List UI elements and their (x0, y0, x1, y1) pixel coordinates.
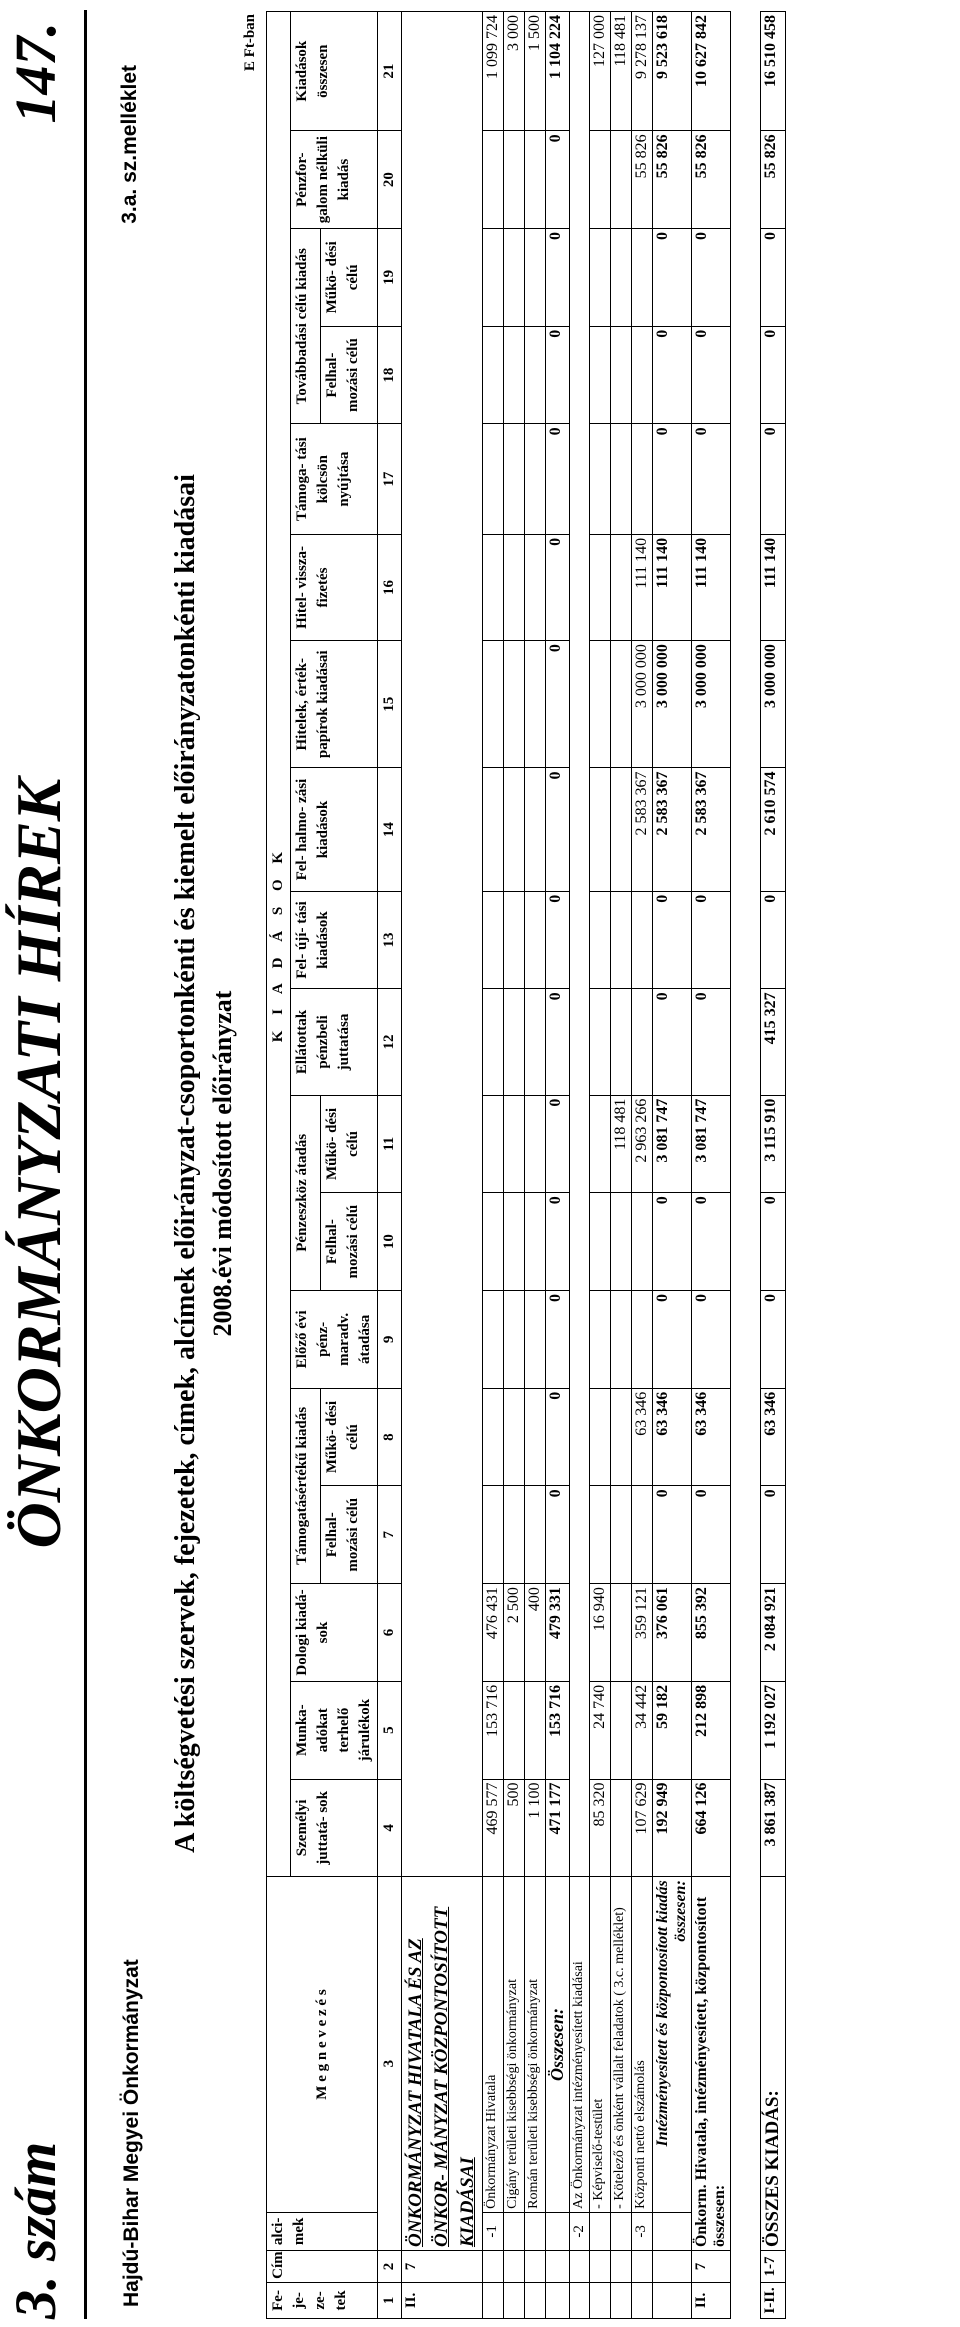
sum-label: Intézményesített és központosított kiadás összesen: (653, 1877, 692, 2213)
cell: 192 949 (653, 1779, 692, 1877)
cell: 16 510 458 (761, 12, 786, 131)
cell (590, 989, 611, 1095)
cell: 3 081 747 (692, 1095, 731, 1193)
cell (632, 1486, 653, 1584)
cell (590, 2282, 611, 2318)
cell: 111 140 (653, 534, 692, 640)
cell: 1 100 (525, 1779, 546, 1877)
document-title: A költségvetési szervek, fejezetek, címek, alcímek előirányzat-csoportonkénti és kiemelt előirányzatonkénti kiadásai (170, 474, 201, 1853)
cell: 0 (546, 1291, 570, 1389)
total-fej: I-II. (761, 2282, 786, 2318)
cell (590, 534, 611, 640)
unit-label: E Ft-ban (242, 14, 258, 72)
cell: 376 061 (653, 1584, 692, 1682)
table-row (632, 12, 653, 2319)
cell: 0 (653, 1193, 692, 1291)
colnum: 18 (378, 326, 402, 424)
cell: -1 (483, 2212, 504, 2250)
cell: 0 (761, 424, 786, 534)
cell (611, 1291, 632, 1389)
cell: 2 583 367 (632, 768, 653, 891)
col-dologi: Dologi kiadá- sok (291, 1584, 378, 1682)
cell (504, 989, 525, 1095)
cell (504, 131, 525, 229)
document-subtitle: 2008.évi módosított előirányzat (208, 990, 237, 1337)
cell: 2 500 (504, 1584, 525, 1682)
cell (483, 2251, 504, 2283)
cell (632, 989, 653, 1095)
col-tam-mukodesi: Műkö- dési célú (321, 1388, 378, 1486)
expenditure-table (266, 11, 786, 2319)
cell: 0 (653, 989, 692, 1095)
cell (525, 424, 546, 534)
cell (590, 1095, 611, 1193)
colnum: 12 (378, 989, 402, 1095)
cell (611, 768, 632, 891)
col-pe-mukodesi: Műkö- dési célú (321, 1095, 378, 1193)
cell: 1 500 (525, 12, 546, 131)
cell: 111 140 (692, 534, 731, 640)
cell: 1 192 027 (761, 1681, 786, 1779)
colnum: 4 (378, 1779, 402, 1877)
sum-row-intezmenyesitett (653, 12, 692, 2319)
cell (504, 1486, 525, 1584)
cell (483, 326, 504, 424)
masthead-rule (84, 10, 87, 2319)
row-name: Önkormányzat Hivatala (483, 1877, 504, 2213)
sub2-label: Az Önkormányzat intézményesített kiadásai (570, 1877, 590, 2213)
cell: 0 (546, 1388, 570, 1486)
col-fejezet: Fe- je- ze- tek (267, 2282, 378, 2318)
cell: 212 898 (692, 1681, 731, 1779)
cell: 85 320 (590, 1779, 611, 1877)
cell (504, 424, 525, 534)
cell (525, 1095, 546, 1193)
cell (632, 424, 653, 534)
colnum: 9 (378, 1291, 402, 1389)
cell (590, 1388, 611, 1486)
cell: 2 583 367 (653, 768, 692, 891)
cell: 2 583 367 (692, 768, 731, 891)
cell: 55 826 (692, 131, 731, 229)
cell: 9 523 618 (653, 12, 692, 131)
publication-title: ÖNKORMÁNYZATI HÍREK (3, 778, 74, 1549)
cell (525, 768, 546, 891)
cell: 0 (653, 1486, 692, 1584)
cell (483, 768, 504, 891)
cell: 3 000 000 (761, 641, 786, 768)
colnum: 13 (378, 891, 402, 989)
cell: 118 481 (611, 12, 632, 131)
section-title: ÖNKORMÁNYZAT HIVATALA ÉS AZ ÖNKOR- MÁNYZAT KÖZPONTOSÍTOTT KIADÁSAI (402, 1877, 483, 2251)
total-cim: 1-7 (761, 2251, 786, 2283)
cell (525, 1681, 546, 1779)
cell (611, 1779, 632, 1877)
cell: 9 278 137 (632, 12, 653, 131)
cell (483, 131, 504, 229)
cell (525, 1193, 546, 1291)
cell (590, 2212, 611, 2250)
cell: 63 346 (632, 1388, 653, 1486)
col-tam-felhal: Felhal- mozási célú (321, 1486, 378, 1584)
cell: 55 826 (761, 131, 786, 229)
colnum: 20 (378, 131, 402, 229)
cell (611, 1388, 632, 1486)
colnum: 16 (378, 534, 402, 640)
cell (525, 2212, 546, 2250)
cell: 3 000 000 (692, 641, 731, 768)
cell: 34 442 (632, 1681, 653, 1779)
colnum: 15 (378, 641, 402, 768)
cell: 0 (546, 891, 570, 989)
sum-row-osszesen (546, 12, 570, 2319)
cell (611, 641, 632, 768)
cell: 10 627 842 (692, 12, 731, 131)
cell (590, 1486, 611, 1584)
col-felhalmozasi: Fel- halmo- zási kiadások (291, 768, 378, 891)
sum3-cim: 7 (692, 2251, 731, 2283)
cell (483, 2282, 504, 2318)
cell: 400 (525, 1584, 546, 1682)
table-row (525, 12, 546, 2319)
col-szemelyi: Személyi juttatá- sok (291, 1779, 378, 1877)
row-name: - Képviselő-testület (590, 1877, 611, 2213)
cell (504, 2251, 525, 2283)
cell (525, 989, 546, 1095)
grand-total-row (761, 12, 786, 2319)
col-elozo: Előző évi pénz- maradv. átadása (291, 1291, 378, 1389)
cell: 107 629 (632, 1779, 653, 1877)
table-row (590, 12, 611, 2319)
cell: 153 716 (546, 1681, 570, 1779)
row-name: Román területi kisebbségi önkormányzat (525, 1877, 546, 2213)
cell (590, 229, 611, 327)
col-kiadasok: Kiadások összesen (291, 12, 378, 131)
cell: 0 (761, 891, 786, 989)
cell: 0 (546, 989, 570, 1095)
cell: 24 740 (590, 1681, 611, 1779)
cell (590, 326, 611, 424)
cell: 153 716 (483, 1681, 504, 1779)
total-label: ÖSSZES KIADÁS: (761, 1877, 786, 2251)
sub2-alcim: -2 (570, 2212, 590, 2250)
col-tamogatasi-kolcson: Támoga- tási kölcsön nyújtása (291, 424, 378, 534)
cell: 63 346 (692, 1388, 731, 1486)
sub2-header-row (570, 12, 590, 2319)
cell: 0 (546, 641, 570, 768)
cell: 0 (761, 326, 786, 424)
cell: 0 (692, 1193, 731, 1291)
colnum: 21 (378, 12, 402, 131)
cell: 0 (546, 768, 570, 891)
cell (483, 1095, 504, 1193)
cell: 476 431 (483, 1584, 504, 1682)
cell (590, 2251, 611, 2283)
col-penzeszkoz: Pénzeszköz átadás (291, 1095, 321, 1290)
cell (504, 2282, 525, 2318)
cell (632, 1193, 653, 1291)
cell (504, 891, 525, 989)
cell: 0 (653, 229, 692, 327)
cell (632, 1291, 653, 1389)
cell: 111 140 (761, 534, 786, 640)
colnum: 3 (378, 1877, 402, 2251)
cell: 0 (692, 424, 731, 534)
cell (504, 2212, 525, 2250)
cell (611, 1681, 632, 1779)
cell: 55 826 (632, 131, 653, 229)
col-tovabbadasi: Továbbadási célú kiadás (291, 229, 321, 424)
cell (504, 534, 525, 640)
col-hitelek: Hitelek, érték- papírok kiadásai (291, 641, 378, 768)
cell: 2 610 574 (761, 768, 786, 891)
cell: 118 481 (611, 1095, 632, 1193)
cell: 0 (761, 1193, 786, 1291)
cell (632, 2251, 653, 2283)
column-number-row (378, 12, 402, 2319)
cell: 0 (692, 1486, 731, 1584)
cell: 0 (653, 326, 692, 424)
cell (611, 891, 632, 989)
cell: 111 140 (632, 534, 653, 640)
cell: 500 (504, 1779, 525, 1877)
table-row (504, 12, 525, 2319)
header-row-1 (267, 12, 291, 2319)
cell: 0 (546, 534, 570, 640)
cell: 479 331 (546, 1584, 570, 1682)
cell: 2 963 266 (632, 1095, 653, 1193)
cell (525, 641, 546, 768)
col-ellatottak: Ellátottak pénzbeli juttatása (291, 989, 378, 1095)
cell: 0 (692, 326, 731, 424)
col-tov-felhal: Felhal- mozási célú (321, 326, 378, 424)
cell (611, 1193, 632, 1291)
cell: 63 346 (653, 1388, 692, 1486)
cell (525, 229, 546, 327)
cell: 359 121 (632, 1584, 653, 1682)
cell: 0 (653, 1291, 692, 1389)
section-fej: II. (402, 2282, 483, 2318)
cell (525, 131, 546, 229)
cell (483, 641, 504, 768)
cell (504, 768, 525, 891)
cell (483, 1291, 504, 1389)
cell (483, 534, 504, 640)
cell (483, 424, 504, 534)
table-row (611, 12, 632, 2319)
annex-label: 3.a. sz.melléklet (118, 65, 141, 224)
row-name: Cigány területi kisebbségi önkormányzat (504, 1877, 525, 2213)
table-row (483, 12, 504, 2319)
sum3-fej: II. (692, 2282, 731, 2318)
cell: 0 (761, 1486, 786, 1584)
issue-number: 3. szám (3, 2141, 68, 2319)
cell: 0 (653, 424, 692, 534)
cell: 0 (546, 1193, 570, 1291)
col-felujitasi: Fel- újí- tási kiadások (291, 891, 378, 989)
col-alcim: alci- mek (267, 2212, 378, 2250)
cell (504, 1388, 525, 1486)
cell: 664 126 (692, 1779, 731, 1877)
cell: 59 182 (653, 1681, 692, 1779)
col-munkaado: Munka- adókat terhelő járulékok (291, 1681, 378, 1779)
cell: 16 940 (590, 1584, 611, 1682)
col-megnevezes: M e g n e v e z é s (267, 1877, 378, 2213)
spacer-row (731, 12, 761, 2319)
col-penzforgalom: Pénzfor- galom nélküli kiadás (291, 131, 378, 229)
cell (483, 989, 504, 1095)
cell: 0 (761, 1291, 786, 1389)
cell (632, 229, 653, 327)
cell: 63 346 (761, 1388, 786, 1486)
cell: 0 (653, 891, 692, 989)
cell (632, 2282, 653, 2318)
cell: 0 (692, 891, 731, 989)
colnum: 14 (378, 768, 402, 891)
cell: 127 000 (590, 12, 611, 131)
cell: 0 (546, 229, 570, 327)
cell: -3 (632, 2212, 653, 2250)
colnum: 5 (378, 1681, 402, 1779)
cell (525, 2251, 546, 2283)
cell (525, 534, 546, 640)
cell (611, 326, 632, 424)
cell (632, 891, 653, 989)
colnum: 2 (378, 2251, 402, 2283)
sum-row-hivatal-total (692, 12, 731, 2319)
cell (590, 424, 611, 534)
cell: 415 327 (761, 989, 786, 1095)
cell (611, 131, 632, 229)
colnum: 8 (378, 1388, 402, 1486)
cell: 3 115 910 (761, 1095, 786, 1193)
section-row (402, 12, 483, 2319)
cell: 0 (546, 131, 570, 229)
cell (611, 229, 632, 327)
cell (611, 2282, 632, 2318)
cell: 0 (692, 229, 731, 327)
cell (483, 229, 504, 327)
page-number: 147. (3, 22, 68, 124)
cell: 0 (692, 1291, 731, 1389)
cell: 1 104 224 (546, 12, 570, 131)
colnum: 1 (378, 2282, 402, 2318)
cell (632, 326, 653, 424)
col-tamogatas: Támogatásértékű kiadás (291, 1388, 321, 1583)
col-tov-mukodesi: Műkö- dési célú (321, 229, 378, 327)
cell (590, 641, 611, 768)
rows-group-2 (590, 12, 653, 2319)
cell (590, 1291, 611, 1389)
cell: 471 177 (546, 1779, 570, 1877)
cell (504, 326, 525, 424)
cell: 3 000 000 (632, 641, 653, 768)
cell (611, 989, 632, 1095)
cell (504, 1681, 525, 1779)
sum-label: Önkorm. Hivatala, intézményesített, központosított összesen: (692, 1877, 731, 2251)
cell (525, 891, 546, 989)
cell (483, 1388, 504, 1486)
cell: 469 577 (483, 1779, 504, 1877)
cell: 3 861 387 (761, 1779, 786, 1877)
cell (590, 1193, 611, 1291)
cell: 855 392 (692, 1584, 731, 1682)
rows-group-1 (483, 12, 546, 2319)
cell (504, 1095, 525, 1193)
kiadasok-group-header: K I A D Á S O K (267, 12, 291, 1877)
cell (590, 891, 611, 989)
cell (611, 534, 632, 640)
cell: 0 (546, 1095, 570, 1193)
section-cim: 7 (402, 2251, 483, 2283)
cell (525, 2282, 546, 2318)
cell (611, 1584, 632, 1682)
colnum: 7 (378, 1486, 402, 1584)
cell (611, 1486, 632, 1584)
cell (590, 131, 611, 229)
cell (483, 1193, 504, 1291)
cell (525, 1388, 546, 1486)
cell: 55 826 (653, 131, 692, 229)
col-hitel-vissza: Hitel- vissza- fizetés (291, 534, 378, 640)
cell (525, 1291, 546, 1389)
cell: 3 000 000 (653, 641, 692, 768)
cell (504, 641, 525, 768)
cell (504, 229, 525, 327)
cell: 0 (546, 1486, 570, 1584)
colnum: 6 (378, 1584, 402, 1682)
cell (611, 424, 632, 534)
cell (525, 1486, 546, 1584)
colnum: 10 (378, 1193, 402, 1291)
colnum: 19 (378, 229, 402, 327)
cell (504, 1291, 525, 1389)
cell (504, 1193, 525, 1291)
row-name: Központi nettó elszámolás (632, 1877, 653, 2213)
cell (611, 2251, 632, 2283)
cell (483, 891, 504, 989)
cell: 0 (692, 989, 731, 1095)
colnum: 11 (378, 1095, 402, 1193)
organization: Hajdú-Bihar Megyei Önkormányzat (120, 1959, 143, 2307)
cell: 1 099 724 (483, 12, 504, 131)
cell: 3 000 (504, 12, 525, 131)
cell: 0 (546, 326, 570, 424)
cell (590, 768, 611, 891)
cell (611, 2212, 632, 2250)
col-cim: Cím (267, 2251, 378, 2283)
cell: 3 081 747 (653, 1095, 692, 1193)
sum-label: Összesen: (546, 1877, 570, 2213)
cell (525, 326, 546, 424)
cell: 2 084 921 (761, 1584, 786, 1682)
colnum: 17 (378, 424, 402, 534)
cell: 0 (761, 229, 786, 327)
cell: 0 (546, 424, 570, 534)
cell (483, 1486, 504, 1584)
col-pe-felhal: Felhal- mozási célú (321, 1193, 378, 1291)
row-name: - Kötelező és önként vállalt feladatok ( 3.c. melléklet) (611, 1877, 632, 2213)
